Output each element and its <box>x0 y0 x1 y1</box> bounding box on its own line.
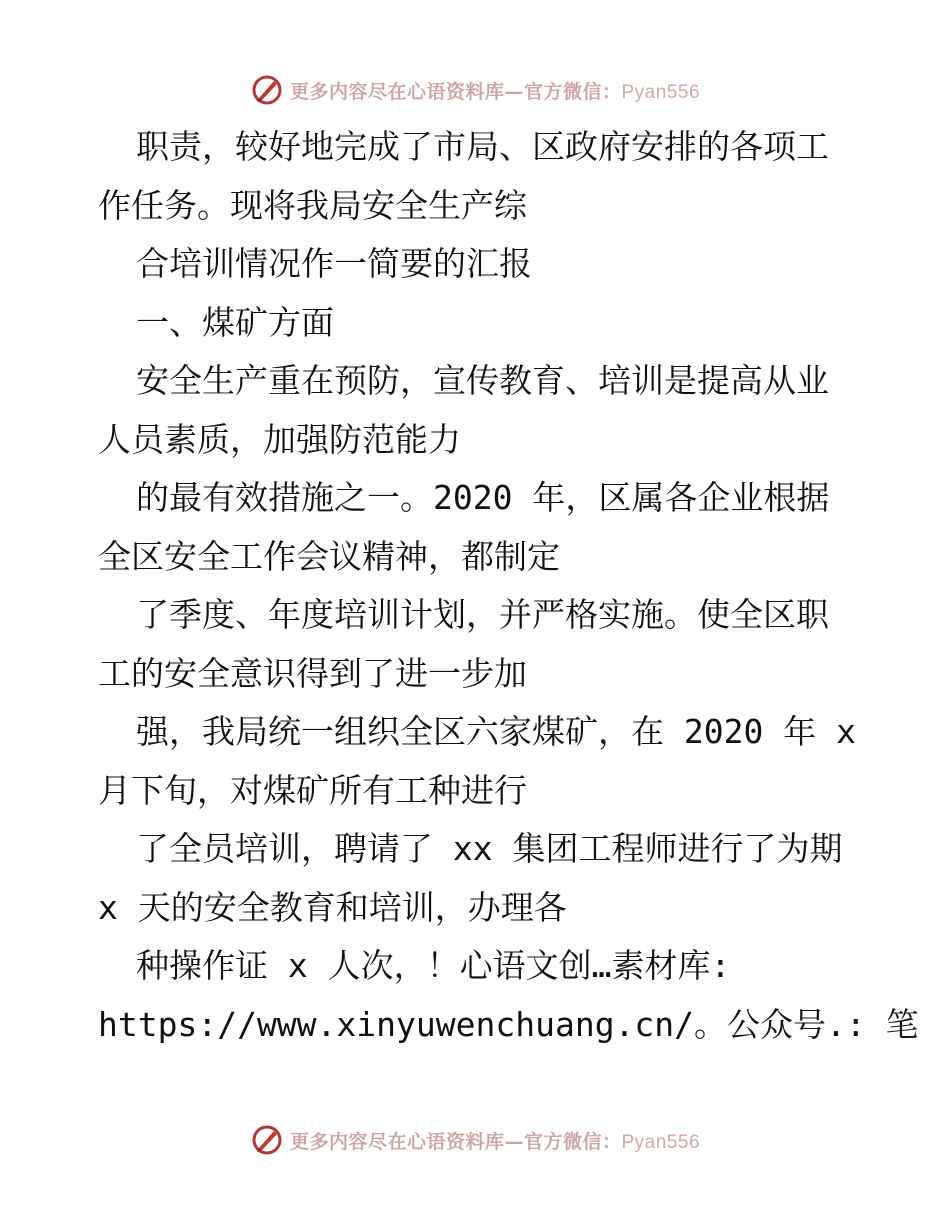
watermark-wechat-label: 官方微信： <box>523 80 622 103</box>
pen-circle-logo-icon <box>250 73 284 107</box>
pen-circle-logo-icon <box>250 1123 284 1157</box>
watermark-group <box>250 1123 700 1157</box>
section-heading: 一、煤矿方面 <box>136 302 334 342</box>
watermark-text <box>290 77 700 104</box>
text-line: 全区安全工作会议精神，都制定 <box>98 536 560 576</box>
footer-watermark <box>0 1120 950 1160</box>
text-line: 的最有效措施之一。2020 年，区属各企业根据 <box>136 478 830 517</box>
text-line: 职责，较好地完成了市局、区政府安排的各项工 <box>136 127 829 166</box>
text-line: 种操作证 x 人次，！心语文创…素材库: <box>136 946 731 985</box>
watermark-site-text: 更多内容尽在心语资料库 <box>289 1130 505 1153</box>
text-line: 强，我局统一组织全区六家煤矿，在 2020 年 x <box>136 712 856 751</box>
text-line-url: https://www.xinyuwenchuang.cn/。公众号.: 笔 <box>98 1004 919 1044</box>
watermark-group <box>250 73 700 107</box>
text-line: 工的安全意识得到了进一步加 <box>98 653 527 693</box>
text-line: 安全生产重在预防，宣传教育、培训是提高从业 <box>136 361 829 400</box>
text-line: 了季度、年度培训计划，并严格实施。使全区职 <box>136 595 829 634</box>
document-body <box>98 118 919 1054</box>
watermark-wechat-id: Pyan556 <box>621 1131 701 1153</box>
watermark-site-text: 更多内容尽在心语资料库 <box>289 80 505 103</box>
watermark-wechat-label: 官方微信： <box>523 1130 622 1153</box>
watermark-wechat-id: Pyan556 <box>621 81 701 103</box>
text-line: 人员素质，加强防范能力 <box>98 419 461 459</box>
watermark-dash: — <box>504 1130 524 1153</box>
watermark-dash: — <box>504 80 524 103</box>
text-line: 作任务。现将我局安全生产综 <box>98 185 527 225</box>
text-line: 月下旬，对煤矿所有工种进行 <box>98 770 527 810</box>
text-line: 合培训情况作一简要的汇报 <box>136 244 532 283</box>
text-line: x 天的安全教育和培训，办理各 <box>98 887 567 927</box>
header-watermark <box>0 70 950 110</box>
text-line: 了全员培训，聘请了 xx 集团工程师进行了为期 <box>136 829 843 868</box>
watermark-text <box>290 1127 700 1154</box>
